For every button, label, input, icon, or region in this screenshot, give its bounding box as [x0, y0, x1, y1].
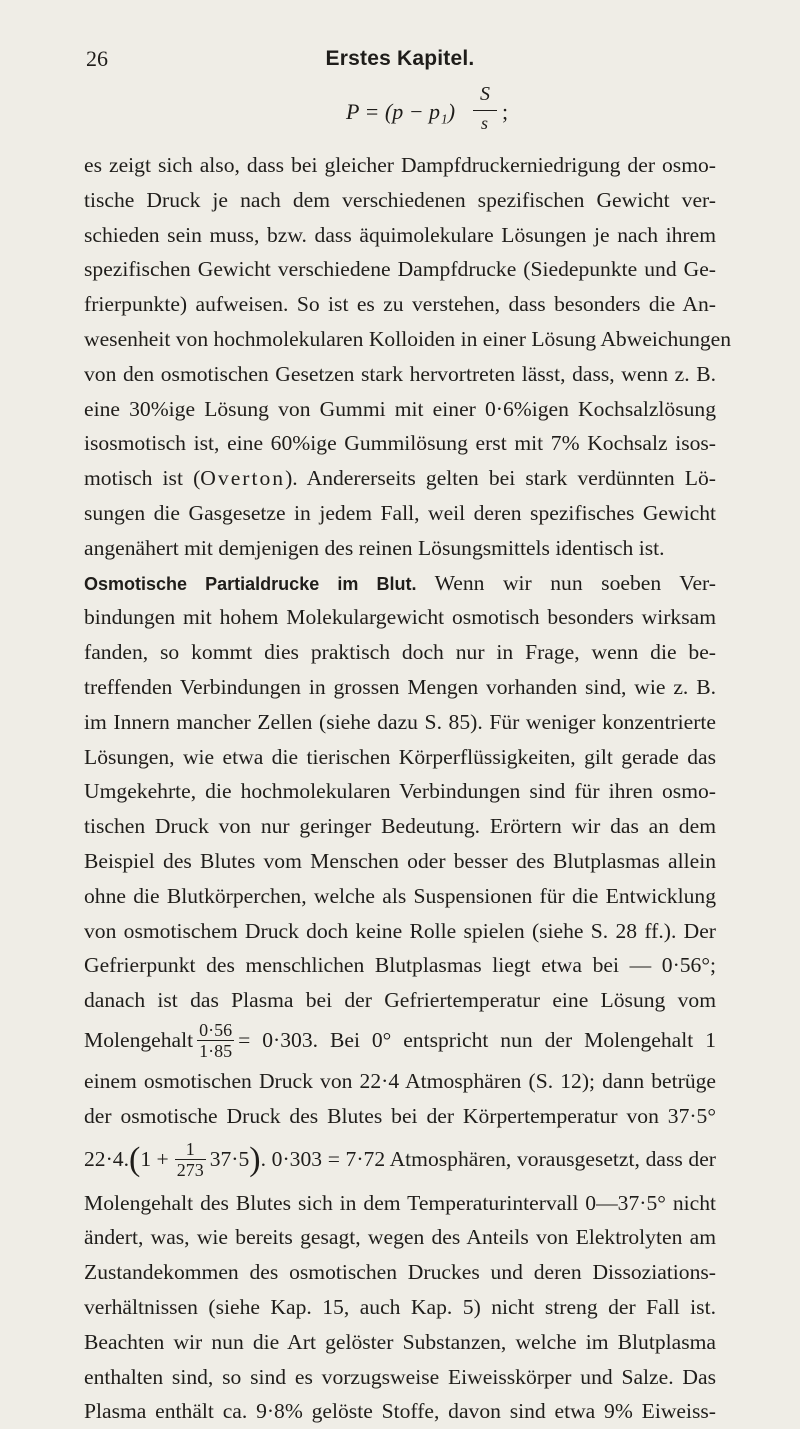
text-line: Plasma enthält ca. 9·8% gelöste Stoffe, davon sind etwa 9% Eiweiss-	[84, 1399, 716, 1424]
text-line: fanden, so kommt dies praktisch doch nur in Frage, wenn die be-	[84, 640, 716, 665]
text-line: im Innern mancher Zellen (siehe dazu S. 85). Für weniger konzentrierte	[84, 709, 716, 734]
running-title: Erstes Kapitel.	[325, 47, 475, 70]
text-segment: Molengehalt	[84, 1028, 194, 1053]
text-line-overton	[84, 461, 716, 496]
page-header	[0, 46, 800, 76]
text-line: Umgekehrte, die hochmolekularen Verbindungen sind für ihren osmo-	[84, 779, 716, 804]
text-line: isosmotisch ist, eine 60%ige Gummilösung erst mit 7% Kochsalz isos-	[84, 431, 716, 456]
text-segment: ). Andererseits gelten bei stark verdünnten Lö-	[285, 466, 716, 491]
calc-line	[84, 1134, 716, 1186]
text-line: spezifischen Gewicht verschiedene Dampfdrucke (Siedepunkte und Ge-	[84, 257, 716, 282]
formula-lhs: P = (p − p₁)	[346, 99, 456, 124]
formula-tail: ;	[502, 99, 509, 124]
text-line: Lösungen, wie etwa die tierischen Körperflüssigkeiten, gilt gerade das	[84, 744, 716, 769]
text-line: es zeigt sich also, dass bei gleicher Dampfdruckerniedrigung der osmo-	[84, 153, 716, 177]
text-line: ändert, was, wie bereits gesagt, wegen des Anteils von Elektrolyten am	[84, 1225, 716, 1250]
text-line: schieden sein muss, bzw. dass äquimolekulare Lösungen je nach ihrem	[84, 222, 716, 247]
formula-pressure	[0, 83, 800, 133]
text-segment: motisch ist (	[84, 466, 201, 491]
formula-numerator: S	[480, 83, 490, 105]
text-line: frierpunkte) aufweisen. So ist es zu verstehen, dass besonders die An-	[84, 292, 716, 317]
text-segment: 37·5	[209, 1147, 250, 1172]
text-segment: 1 +	[140, 1147, 169, 1172]
fraction-molengehalt	[197, 1020, 234, 1061]
author-name: Overton	[200, 466, 286, 491]
section-heading-line	[84, 566, 716, 601]
text-line: sungen die Gasgesetze in jedem Fall, weil deren spezifisches Gewicht	[84, 500, 716, 525]
text-segment: Wenn wir nun soeben Ver-	[416, 570, 716, 595]
fraction-denominator: 1·85	[199, 1041, 233, 1062]
text-line: bindungen mit hohem Molekulargewicht osmotisch besonders wirksam	[84, 605, 716, 630]
text-segment: . 0·303 = 7·72 Atmosphären, vorausgesetzt, dass der	[260, 1147, 716, 1172]
text-line: enthalten sind, so sind es vorzugsweise Eiweisskörper und Salze. Das	[84, 1364, 716, 1389]
close-paren: )	[249, 1140, 261, 1178]
text-line: wesenheit von hochmolekularen Kolloiden in einer Lösung Abweichungen	[84, 326, 732, 351]
section-heading: Osmotische Partialdrucke im Blut.	[84, 573, 417, 594]
fraction-denominator: 273	[176, 1160, 204, 1181]
text-line: eine 30%ige Lösung von Gummi mit einer 0·6%igen Kochsalzlösung	[84, 396, 716, 421]
text-line: von den osmotischen Gesetzen stark hervortreten lässt, dass, wenn z. B.	[84, 361, 716, 386]
fraction-numerator: 1	[175, 1139, 206, 1160]
text-segment: 22·4.	[84, 1147, 129, 1172]
text-line: Beispiel des Blutes vom Menschen oder besser des Blutplasmas allein	[84, 848, 716, 873]
text-line: von osmotischem Druck doch keine Rolle spielen (siehe S. 28 ff.). Der	[84, 918, 716, 943]
text-segment: = 0·303. Bei 0° entspricht nun der Molengehalt 1	[238, 1028, 716, 1053]
text-line: angenähert mit demjenigen des reinen Lösungsmittels identisch ist.	[84, 535, 665, 560]
fraction-temperature	[175, 1139, 206, 1180]
text-line: der osmotische Druck des Blutes bei der Körpertemperatur von 37·5°	[84, 1103, 716, 1128]
page-number: 26	[86, 46, 108, 71]
text-line: danach ist das Plasma bei der Gefriertemperatur eine Lösung vom	[84, 988, 716, 1013]
text-line: ohne die Blutkörperchen, welche als Suspensionen für die Entwicklung	[84, 883, 716, 908]
text-line: treffenden Verbindungen in grossen Mengen vorhanden sind, wie z. B.	[84, 674, 716, 699]
body-text	[84, 148, 732, 1429]
text-line: Gefrierpunkt des menschlichen Blutplasmas liegt etwa bei — 0·56°;	[84, 953, 716, 978]
text-line: Molengehalt des Blutes sich in dem Temperaturintervall 0—37·5° nicht	[84, 1190, 716, 1215]
text-line: tischen Druck von nur geringer Bedeutung. Erörtern wir das an dem	[84, 814, 716, 839]
open-paren: (	[128, 1140, 141, 1178]
text-line: einem osmotischen Druck von 22·4 Atmosphären (S. 12); dann betrüge	[84, 1068, 716, 1093]
formula-fraction-bar	[473, 110, 497, 111]
formula-denominator: s	[481, 113, 489, 133]
molengehalt-line	[84, 1018, 716, 1064]
fraction-numerator: 0·56	[199, 1020, 233, 1041]
text-line: Beachten wir nun die Art gelöster Substanzen, welche im Blutplasma	[84, 1329, 716, 1354]
text-line: tische Druck je nach dem verschiedenen spezifischen Gewicht ver-	[84, 187, 716, 212]
text-line: verhältnissen (siehe Kap. 15, auch Kap. 5) nicht streng der Fall ist.	[84, 1294, 716, 1319]
text-line: Zustandekommen des osmotischen Druckes und deren Dissoziations-	[84, 1260, 716, 1285]
